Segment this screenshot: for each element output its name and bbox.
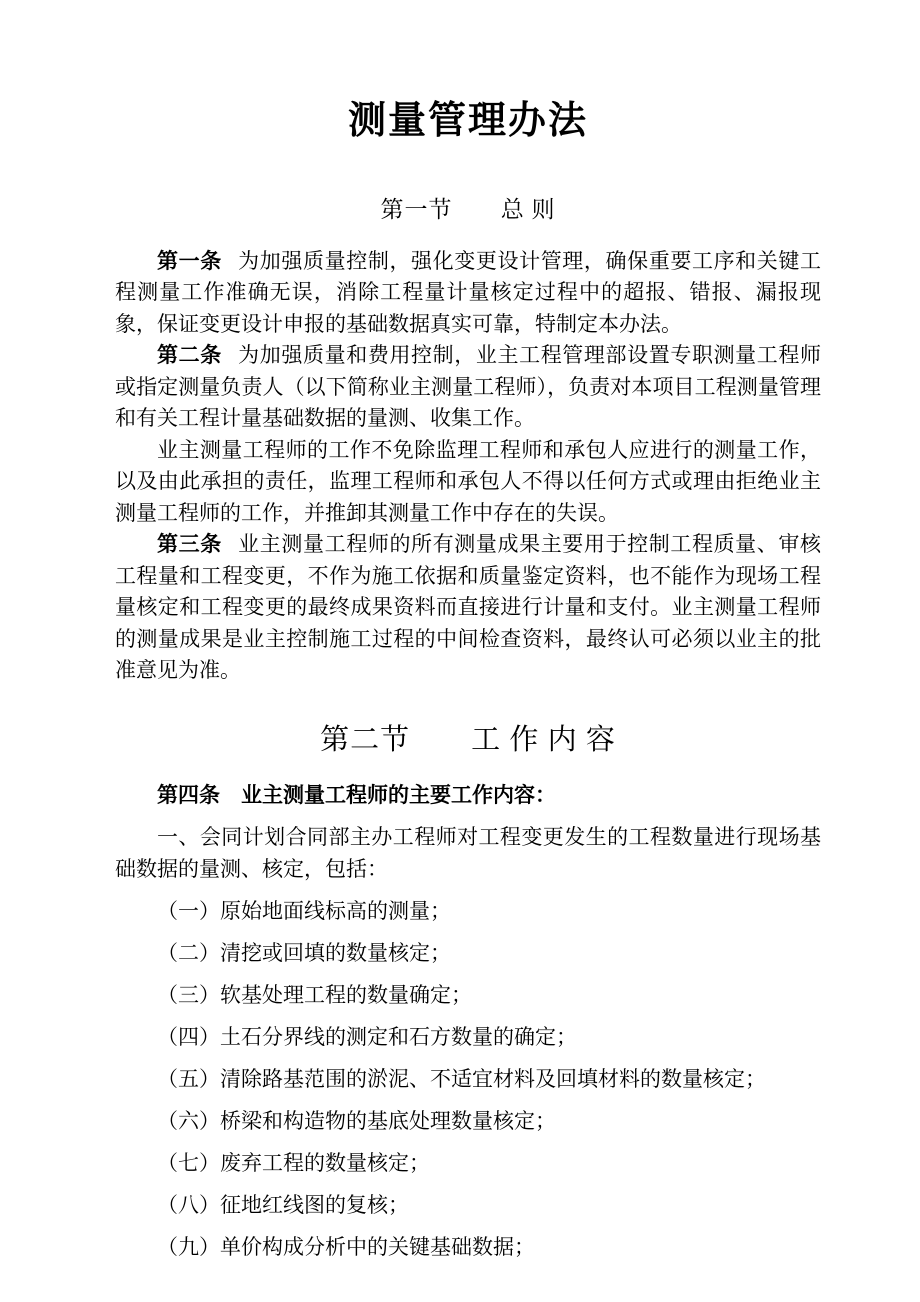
article-body-text: 业主测量工程师的工作不免除监理工程师和承包人应进行的测量工作，以及由此承担的责任，监理工程师和承包人不得以任何方式或理由拒绝业主测量工程师的工作，并推卸其测量工作中存在的失误。 xyxy=(115,437,821,525)
article-lead-label: 第二条 xyxy=(157,343,222,368)
list-item: （三）软基处理工程的数量确定； xyxy=(157,982,472,1007)
list-item: （七）废弃工程的数量核定； xyxy=(157,1150,430,1175)
heading-body-spacer xyxy=(115,224,821,246)
article-paragraph xyxy=(115,529,821,687)
list-item: （六）桥梁和构造物的基底处理数量核定； xyxy=(157,1108,556,1133)
section-heading-2-label: 第二节 xyxy=(320,723,411,756)
section-heading-1-label: 第一节 xyxy=(380,196,453,222)
article-body-text: 为加强质量控制，强化变更设计管理，确保重要工序和关键工程测量工作准确无误，消除工程量计量核定过程中的超报、错报、漏报现象，保证变更设计申报的基础数据真实可靠，特制定本办法。 xyxy=(115,248,822,336)
section-heading-1 xyxy=(115,142,821,224)
heading-body-spacer xyxy=(115,758,821,780)
article-paragraph xyxy=(115,246,821,341)
list-item: （二）清挖或回填的数量核定； xyxy=(157,940,451,965)
article-four-heading: 第四条 业主测量工程师的主要工作内容： xyxy=(157,782,556,807)
page-title: 测量管理办法 xyxy=(347,98,588,142)
section-heading-2-title: 工 作 内 容 xyxy=(471,723,616,756)
sub-item-list xyxy=(115,896,821,1264)
section-heading-2 xyxy=(115,687,821,758)
article-body-text: 为加强质量和费用控制，业主工程管理部设置专职测量工程师或指定测量负责人（以下简称业主测量工程师），负责对本项目工程测量管理和有关工程计量基础数据的量测、收集工作。 xyxy=(115,343,822,431)
list-item-numbered: 一、会同计划合同部主办工程师对工程变更发生的工程数量进行现场基础数据的量测、核定，包括： xyxy=(115,825,821,881)
document-content xyxy=(115,0,821,1263)
section-heading-1-title: 总 则 xyxy=(500,196,556,222)
article-paragraph-continuation xyxy=(115,435,821,530)
article-lead-label: 第三条 xyxy=(157,532,222,557)
list-intro-spacer xyxy=(115,811,821,822)
article-lead-label: 第一条 xyxy=(157,248,222,273)
list-item: （四）土石分界线的测定和石方数量的确定； xyxy=(157,1024,577,1049)
article-body-text: 业主测量工程师的所有测量成果主要用于控制工程质量、审核工程量和工程变更，不作为施工依据和质量鉴定资料，也不能作为现场工程量核定和工程变更的最终成果资料而直接进行计量和支付。业主测量工程师的测量成果是业主控制施工过程的中间检查资料，最终认可必须以业主的批准意见为准。 xyxy=(115,532,822,683)
list-item: （五）清除路基范围的淤泥、不适宜材料及回填材料的数量核定； xyxy=(157,1066,766,1091)
list-item: （九）单价构成分析中的关键基础数据； xyxy=(157,1234,535,1259)
list-item: （八）征地红线图的复核； xyxy=(157,1192,409,1217)
article-paragraph xyxy=(115,340,821,435)
list-item: （一）原始地面线标高的测量； xyxy=(157,898,451,923)
